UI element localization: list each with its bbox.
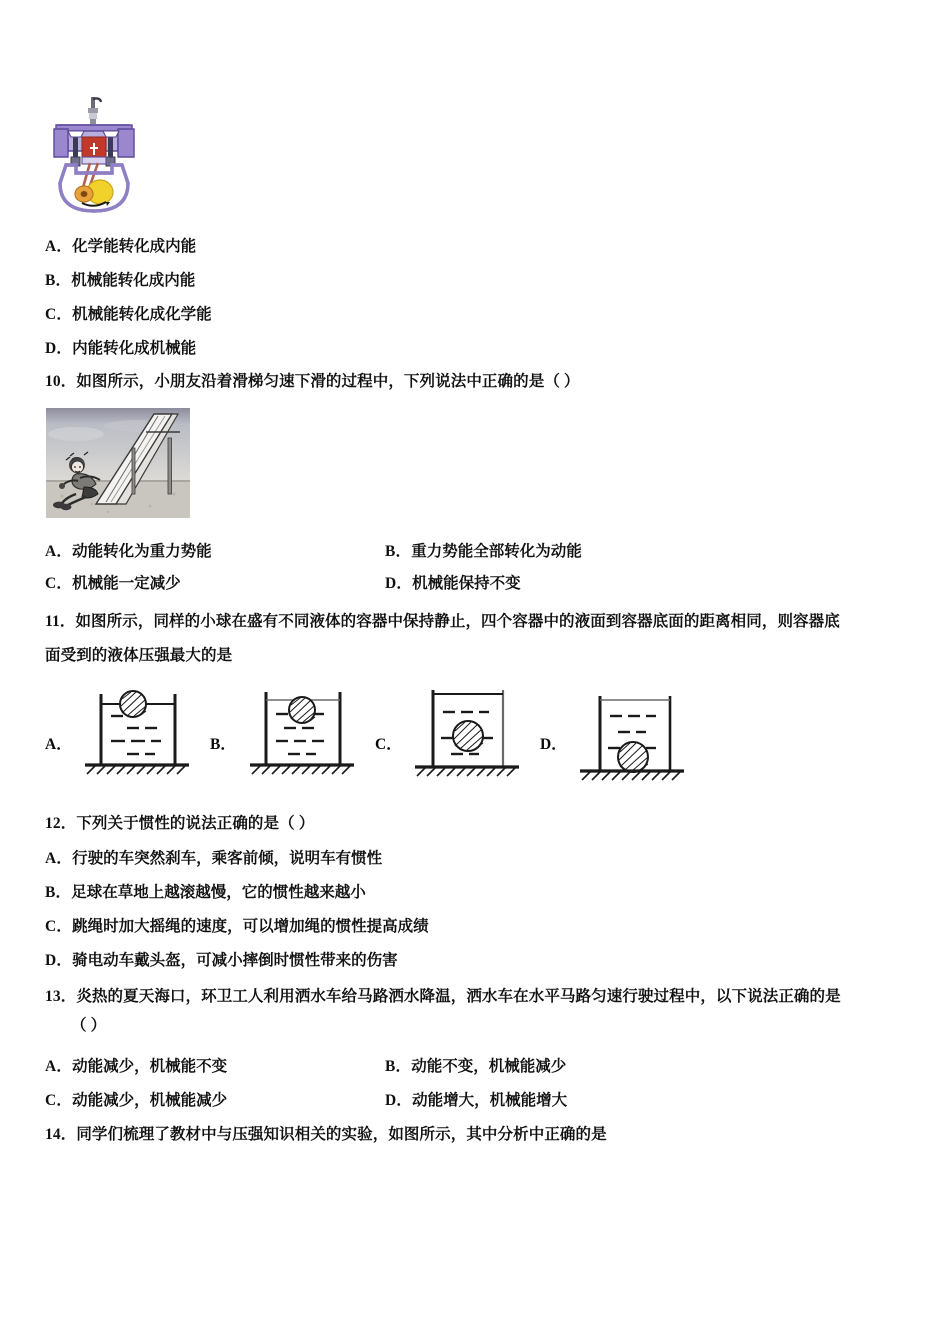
q12-option-a bbox=[45, 845, 907, 872]
ball-icon bbox=[289, 697, 315, 723]
child-sliding-figure bbox=[46, 408, 190, 518]
question-13-stem-line-1 bbox=[45, 983, 907, 1010]
beaker-d-label: D． bbox=[540, 736, 567, 753]
ball-icon bbox=[618, 742, 648, 772]
question-11-stem-line-1 bbox=[45, 608, 907, 635]
question-11-text-line-2: 面受到的液体压强最大的是 bbox=[45, 647, 233, 664]
q12-option-b-label: B． bbox=[45, 884, 72, 901]
q9-option-b-label: B． bbox=[45, 272, 72, 289]
beaker-choice-b bbox=[210, 686, 360, 794]
beaker-a-diagram bbox=[71, 686, 191, 786]
question-13-text-line-2: （ ） bbox=[71, 1017, 107, 1034]
q13-option-d-label: D． bbox=[385, 1092, 413, 1109]
question-14-number: 14． bbox=[45, 1126, 77, 1143]
beaker-c-diagram bbox=[401, 686, 521, 786]
q12-option-b bbox=[45, 879, 907, 906]
q10-option-b bbox=[385, 538, 582, 565]
q9-option-b bbox=[45, 267, 907, 294]
q12-option-c bbox=[45, 913, 907, 940]
q10-option-c-label: C． bbox=[45, 575, 73, 592]
q13-option-d bbox=[385, 1087, 567, 1114]
q10-option-d bbox=[385, 570, 521, 597]
q9-option-d bbox=[45, 335, 907, 362]
q12-option-a-text: 行驶的车突然刹车，乘客前倾，说明车有惯性 bbox=[72, 850, 383, 867]
q9-option-c bbox=[45, 301, 907, 328]
q12-option-c-label: C． bbox=[45, 918, 73, 935]
q10-option-b-text: 重力势能全部转化为动能 bbox=[411, 543, 582, 560]
q12-option-d bbox=[45, 947, 907, 974]
beaker-a-label: A． bbox=[45, 736, 72, 753]
question-13-number: 13． bbox=[45, 988, 77, 1005]
q9-option-b-text: 机械能转化成内能 bbox=[71, 272, 196, 289]
ball-icon bbox=[120, 691, 146, 717]
question-11-text-line-1: 如图所示，同样的小球在盛有不同液体的容器中保持静止，四个容器中的液面到容器底面的距离相同，则容器底 bbox=[75, 613, 840, 630]
q10-option-b-label: B． bbox=[385, 543, 412, 560]
q10-option-a bbox=[45, 538, 385, 565]
question-12-number: 12． bbox=[45, 815, 77, 832]
q12-option-b-text: 足球在草地上越滚越慢，它的惯性越来越小 bbox=[71, 884, 366, 901]
q13-option-b-text: 动能不变，机械能减少 bbox=[411, 1058, 567, 1075]
q13-option-a bbox=[45, 1053, 385, 1080]
q9-option-a-label: A． bbox=[45, 238, 73, 255]
question-13-stem-line-2 bbox=[45, 1012, 933, 1039]
q13-option-c-label: C． bbox=[45, 1092, 73, 1109]
q12-option-c-text: 跳绳时加大摇绳的速度，可以增加绳的惯性提高成绩 bbox=[72, 918, 429, 935]
beaker-d-diagram bbox=[566, 686, 686, 786]
q9-option-d-text: 内能转化成机械能 bbox=[72, 340, 197, 357]
q10-options-row-1 bbox=[45, 538, 907, 565]
q9-option-d-label: D． bbox=[45, 340, 73, 357]
question-10-number: 10． bbox=[45, 373, 77, 390]
q13-option-b bbox=[385, 1053, 566, 1080]
q13-option-a-label: A． bbox=[45, 1058, 73, 1075]
beaker-choice-d bbox=[540, 686, 690, 794]
q9-option-a-text: 化学能转化成内能 bbox=[72, 238, 197, 255]
q13-options-row-1 bbox=[45, 1053, 907, 1080]
q13-option-c bbox=[45, 1087, 385, 1114]
question-10-text: 如图所示，小朋友沿着滑梯匀速下滑的过程中，下列说法中正确的是（ ） bbox=[76, 373, 580, 390]
beaker-choice-a bbox=[45, 686, 195, 794]
q13-option-b-label: B． bbox=[385, 1058, 412, 1075]
q10-option-c-text: 机械能一定减少 bbox=[72, 575, 181, 592]
internal-combustion-engine-figure bbox=[48, 95, 140, 217]
question-14-text: 同学们梳理了教材中与压强知识相关的实验，如图所示，其中分析中正确的是 bbox=[76, 1126, 607, 1143]
question-11-number: 11． bbox=[45, 613, 76, 630]
q10-option-c bbox=[45, 570, 385, 597]
spark-plug-icon bbox=[88, 97, 101, 124]
q13-option-a-text: 动能减少，机械能不变 bbox=[72, 1058, 228, 1075]
ball-icon bbox=[453, 721, 483, 751]
q12-option-d-label: D． bbox=[45, 952, 73, 969]
beaker-b-diagram bbox=[236, 686, 356, 786]
question-13-text-line-1: 炎热的夏天海口，环卫工人利用洒水车给马路洒水降温，洒水车在水平马路匀速行驶过程中，以下说法正确的是 bbox=[76, 988, 841, 1005]
q13-option-d-text: 动能增大，机械能增大 bbox=[412, 1092, 568, 1109]
q10-options-row-2 bbox=[45, 570, 907, 597]
beaker-choice-c bbox=[375, 686, 525, 794]
q13-option-c-text: 动能减少，机械能减少 bbox=[72, 1092, 228, 1109]
q10-option-d-text: 机械能保持不变 bbox=[412, 575, 521, 592]
q10-option-a-label: A． bbox=[45, 543, 73, 560]
beaker-b-label: B． bbox=[210, 736, 236, 753]
q12-option-a-label: A． bbox=[45, 850, 73, 867]
question-11-stem-line-2 bbox=[45, 642, 907, 669]
q10-option-d-label: D． bbox=[385, 575, 413, 592]
q9-option-a bbox=[45, 233, 907, 260]
beaker-c-label: C． bbox=[375, 736, 402, 753]
q9-option-c-label: C． bbox=[45, 306, 73, 323]
question-14-stem bbox=[45, 1121, 907, 1148]
question-10-stem bbox=[45, 368, 907, 395]
q10-option-a-text: 动能转化为重力势能 bbox=[72, 543, 212, 560]
question-12-stem bbox=[45, 810, 907, 837]
question-12-text: 下列关于惯性的说法正确的是（ ） bbox=[76, 815, 315, 832]
q9-option-c-text: 机械能转化成化学能 bbox=[72, 306, 212, 323]
question-11-figure-group bbox=[45, 686, 907, 794]
q13-options-row-2 bbox=[45, 1087, 907, 1114]
q12-option-d-text: 骑电动车戴头盔，可减小摔倒时惯性带来的伤害 bbox=[72, 952, 398, 969]
